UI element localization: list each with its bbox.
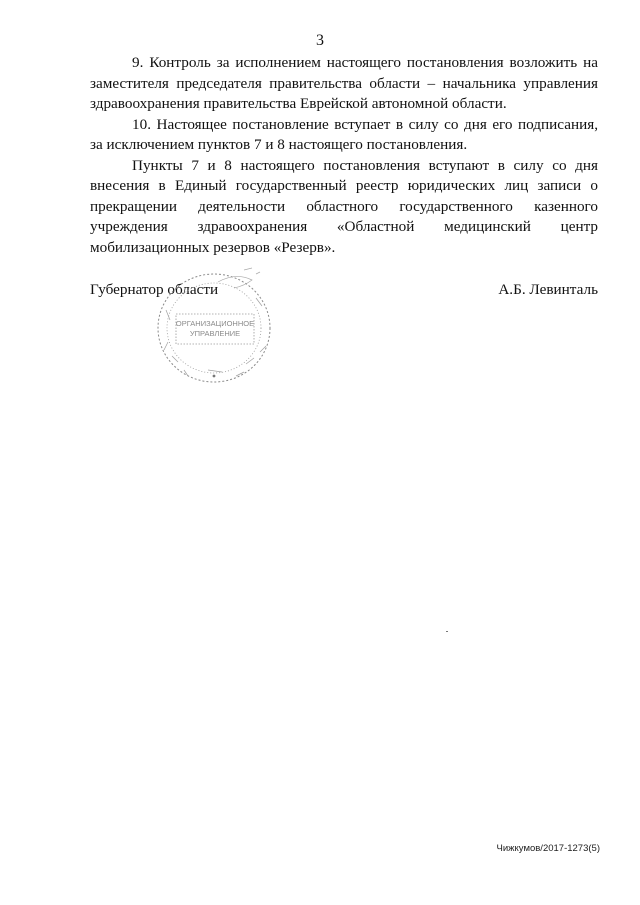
document-body xyxy=(90,53,598,258)
document-code: Чижкумов/2017-1273(5) xyxy=(496,843,600,854)
paragraph-10: 10. Настоящее постановление вступает в силу со дня его подписания, за исключением пунктов 7 и 8 настоящего постановления. xyxy=(90,115,598,153)
seal-inner-text-2: УПРАВЛЕНИЕ xyxy=(189,329,241,338)
scan-speck xyxy=(446,631,448,632)
signatory-name: А.Б. Левинталь xyxy=(498,281,598,298)
signature-block xyxy=(90,281,598,303)
signatory-position: Губернатор области xyxy=(90,281,219,298)
paragraph-items-7-8: Пункты 7 и 8 настоящего постановления вступают в силу со дня внесения в Единый государственный реестр юридических лиц записи о прекращении деятельности областного государственного казенного учреждения здравоохранения «Областной медицинский центр мобилизационных резервов «Резерв». xyxy=(90,156,598,256)
seal-inner-text-1: ОРГАНИЗАЦИОННОЕ xyxy=(175,319,255,328)
page-number: 3 xyxy=(316,32,324,49)
paragraph-9: 9. Контроль за исполнением настоящего постановления возложить на заместителя председателя правительства области – начальника управления здравоохранения правительства Еврейской автономной области. xyxy=(90,54,598,112)
